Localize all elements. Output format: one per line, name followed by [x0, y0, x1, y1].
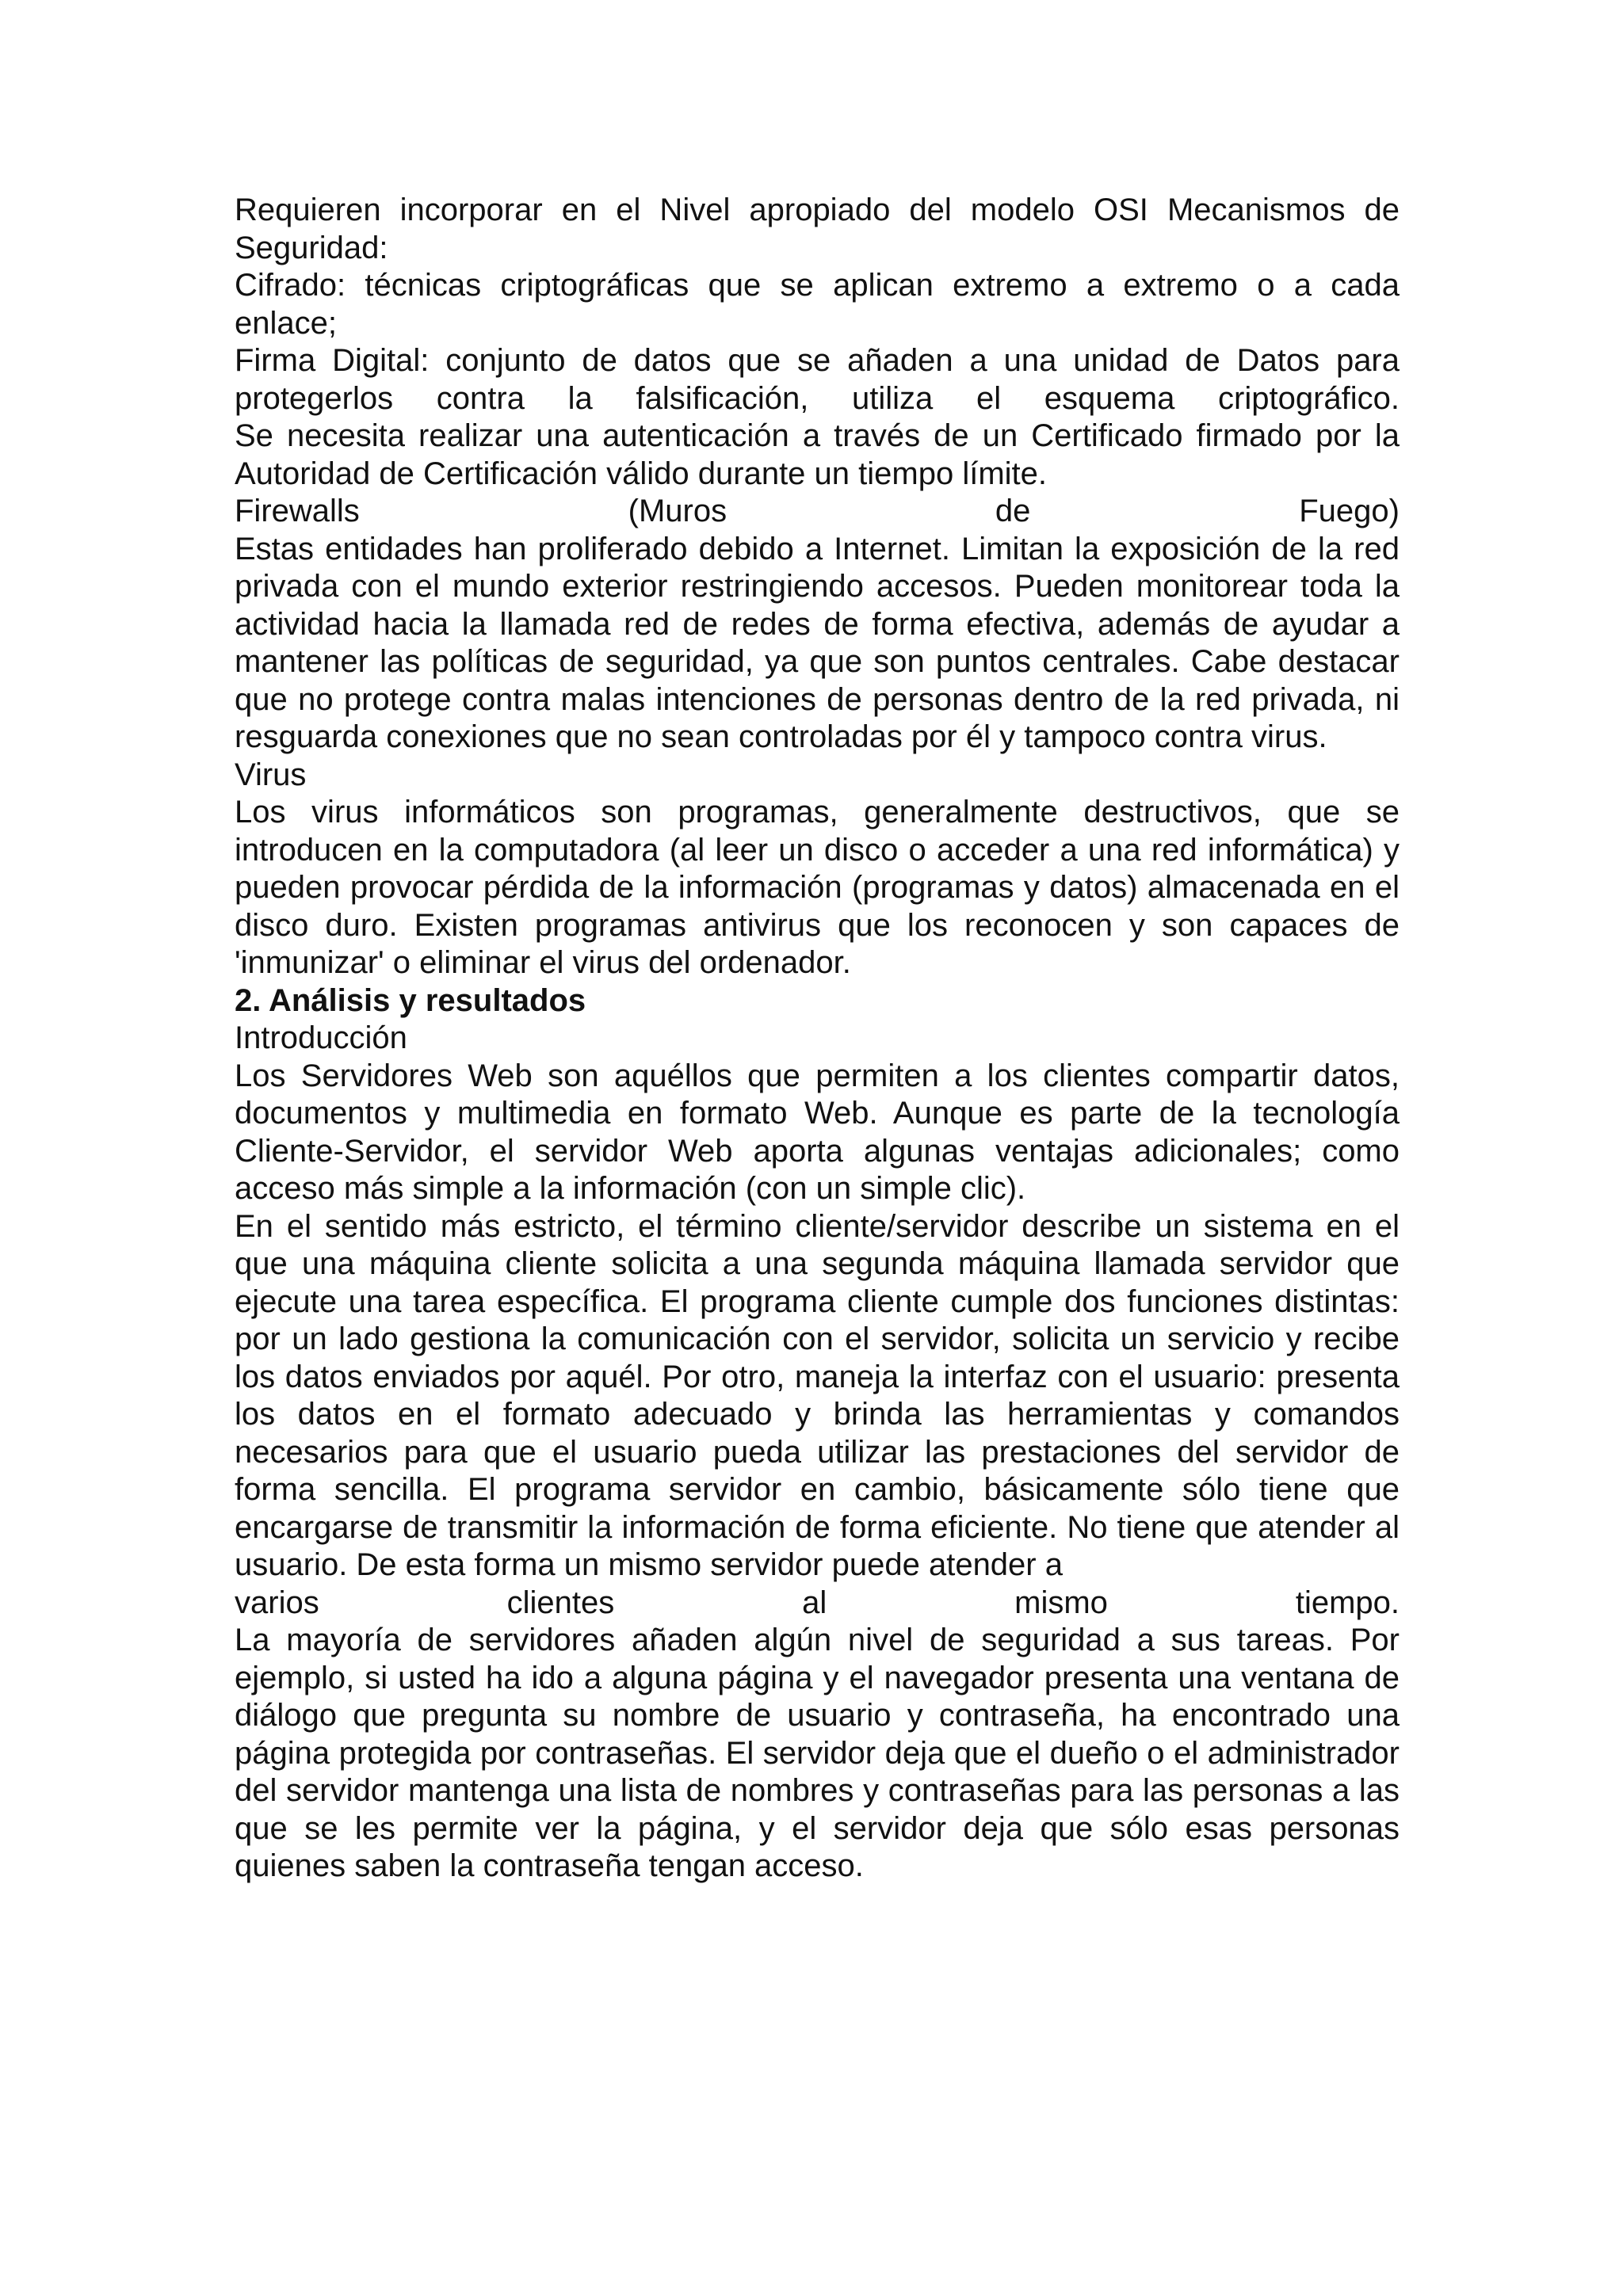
text-line: Cifrado: técnicas criptográficas que se aplican extremo a extremo o a cada	[235, 268, 1400, 303]
text-line: Requieren incorporar en el Nivel apropiado del modelo OSI Mecanismos de	[235, 193, 1400, 227]
text-paragraph: Se necesita realizar una autenticación a través de un Certificado firmado por la Autoridad de Certificación válido durante un tiempo límite.	[235, 418, 1400, 491]
text-line: Firma Digital: conjunto de datos que se añaden a una unidad de Datos para	[235, 343, 1400, 378]
text-line: Seguridad:	[235, 230, 388, 265]
firewalls-title: Firewalls (Muros de Fuego)	[235, 494, 1400, 528]
text-line: protegerlos contra la falsificación, utiliza el esquema criptográfico.	[235, 380, 1400, 416]
text-line: enlace;	[235, 305, 337, 341]
intro-body: Los Servidores Web son aquéllos que permiten a los clientes compartir datos, documentos y multimedia en formato Web. Aunque es parte de la tecnología Cliente-Servidor, el servidor Web aporta algunas ventajas adicionales; como acceso más simple a la información (con un simple clic).	[235, 1058, 1400, 1206]
intro-title: Introducción	[235, 1020, 407, 1055]
virus-title: Virus	[235, 757, 307, 792]
security-body: La mayoría de servidores añaden algún nivel de seguridad a sus tareas. Por ejemplo, si usted ha ido a alguna página y el navegador presenta una ventana de diálogo que pregunta su nombre de usuario y contraseña, ha encontrado una página protegida por contraseñas. El servidor deja que el dueño o el administrador del servidor mantenga una lista de nombres y contraseñas para las personas a las que se les permite ver la página, y el servidor deja que sólo esas personas quienes saben la contraseña tengan acceso.	[235, 1623, 1400, 1883]
client-server-last-line: varios clientes al mismo tiempo.	[235, 1585, 1400, 1620]
firewalls-paragraph	[235, 493, 1400, 757]
security-mechanisms-paragraph	[235, 192, 1400, 493]
document-page	[235, 192, 1400, 1886]
client-server-body: En el sentido más estricto, el término cliente/servidor describe un sistema en el que una máquina cliente solicita a una segunda máquina llamada servidor que ejecute una tarea específica. El programa cliente cumple dos funciones distintas: por un lado gestiona la comunicación con el servidor, solicita un servicio y recibe los datos enviados por aquél. Por otro, maneja la interfaz con el usuario: presenta los datos en el formato adecuado y brinda las herramientas y comandos necesarios para que el usuario pueda utilizar las prestaciones del servidor de forma sencilla. El programa servidor en cambio, básicamente sólo tiene que encargarse de transmitir la información de forma eficiente. No tiene que atender al usuario. De esta forma un mismo servidor puede atender a	[235, 1208, 1400, 1582]
intro-paragraph	[235, 1020, 1400, 1208]
client-server-paragraph	[235, 1208, 1400, 1886]
virus-body: Los virus informáticos son programas, generalmente destructivos, que se introducen en la computadora (al leer un disco o acceder a una red informática) y pueden provocar pérdida de la información (programas y datos) almacenada en el disco duro. Existen programas antivirus que los reconocen y son capaces de 'inmunizar' o eliminar el virus del ordenador.	[235, 795, 1400, 980]
section-heading: 2. Análisis y resultados	[235, 982, 586, 1018]
firewalls-body: Estas entidades han proliferado debido a Internet. Limitan la exposición de la red privada con el mundo exterior restringiendo accesos. Pueden monitorear toda la actividad hacia la llamada red de redes de forma efectiva, además de ayudar a mantener las políticas de seguridad, ya que son puntos centrales. Cabe destacar que no protege contra malas intenciones de personas dentro de la red privada, ni resguarda conexiones que no sean controladas por él y tampoco contra virus.	[235, 531, 1400, 754]
virus-paragraph	[235, 757, 1400, 982]
